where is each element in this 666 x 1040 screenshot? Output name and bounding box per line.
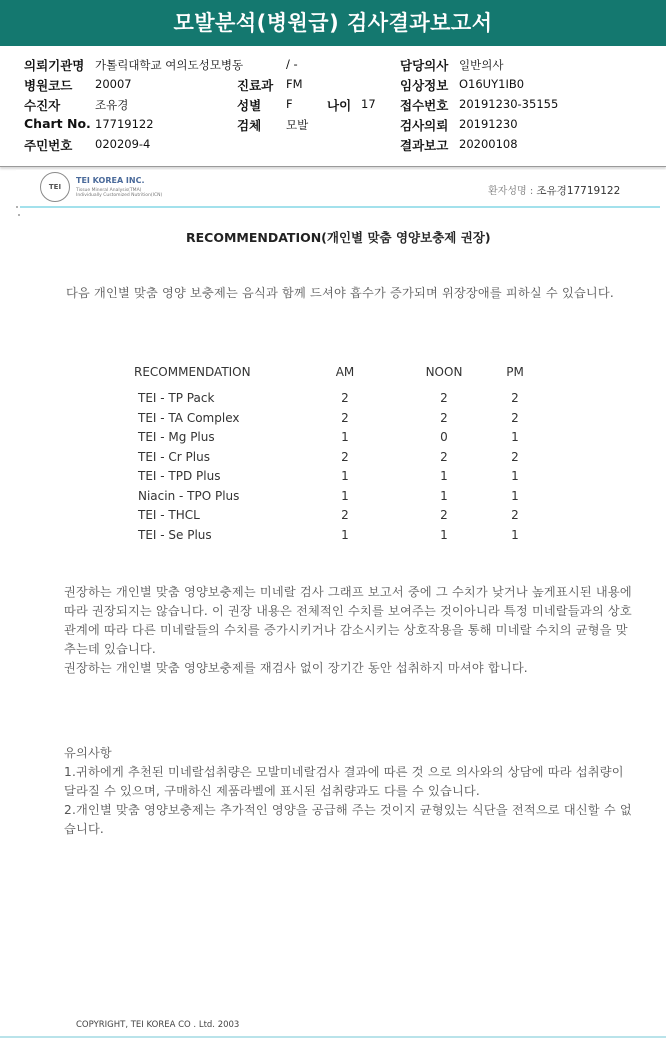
patient-name-label: 환자성명 : [488,186,534,197]
dose-am: 2 [341,391,349,405]
table-row [134,469,554,489]
chart-label: Chart No. [24,116,91,131]
institution-value: 가톨릭대학교 여의도성모병동 [95,58,244,72]
institution-label: 의뢰기관명 [24,58,85,73]
recommendation-warning: 권장하는 개인별 맞춤 영양보충제를 재검사 없이 장기간 동안 섭취하지 마셔야 합니다. [64,661,528,675]
age-label: 나이 [327,98,352,113]
dose-pm: 1 [511,469,519,483]
dose-noon: 1 [440,469,448,483]
table-row [134,430,554,450]
supplement-name: TEI - TPD Plus [138,469,221,483]
request-value: 20191230 [459,117,518,131]
scan-mark [16,206,18,208]
chart-value: 17719122 [95,117,154,131]
logo-name: TEI KOREA INC. [76,176,145,185]
intro-text: 다음 개인별 맞춤 영양 보충제는 음식과 함께 드셔야 흡수가 증가되며 위장장애를 피하실 수 있습니다. [66,286,614,300]
dose-am: 2 [341,508,349,522]
patient-name-value: 조유경17719122 [536,185,621,197]
table-row [134,528,554,548]
patient-name [488,182,620,198]
dose-am: 2 [341,410,349,425]
ward-value: / - [286,57,298,71]
table-row [134,391,554,411]
copyright: COPYRIGHT, TEI KOREA CO . Ltd. 2003 [76,1020,240,1030]
table-header [134,365,554,391]
sex-label: 성별 [237,98,262,113]
receipt-value: 20191230-35155 [459,97,559,111]
tei-logo [40,172,180,202]
dose-pm: 2 [511,410,519,425]
clinical-label: 임상정보 [400,78,449,93]
supplement-table [134,365,554,547]
dose-am: 2 [341,449,349,464]
recommendation-title: RECOMMENDATION(개인별 맞춤 영양보충제 권장) [186,230,491,245]
doctor-value: 일반의사 [459,58,504,72]
dose-pm: 1 [511,488,519,503]
dose-am: 1 [341,469,349,483]
hospital-code-label: 병원코드 [24,78,73,93]
specimen-value: 모발 [286,118,309,132]
table-row [134,489,554,509]
header-divider [20,206,660,208]
ssn-label: 주민번호 [24,138,73,153]
table-row [134,450,554,470]
dept-label: 진료과 [237,78,274,93]
table-row [134,411,554,431]
tei-logo-icon: TEI [40,172,70,202]
logo-subtitle-2: Individually Customized Nutrition(ICN) [76,193,163,198]
dose-noon: 2 [440,391,448,405]
dose-am: 1 [341,488,349,503]
logo-subtitle-1: Tissue Mineral Analysis(TMA) [76,188,142,193]
ssn-value: 020209-4 [95,137,151,151]
dose-am: 1 [341,430,349,444]
table-row [134,508,554,528]
header-am: AM [335,365,355,379]
dose-pm: 1 [511,527,519,542]
supplement-name: TEI - TA Complex [138,410,240,425]
dose-noon: 2 [440,508,448,522]
dose-noon: 0 [440,430,448,444]
dose-noon: 2 [440,449,448,464]
dose-pm: 1 [511,430,519,444]
header-noon: NOON [425,365,463,379]
dose-pm: 2 [511,508,519,522]
dose-pm: 2 [511,391,519,405]
examinee-label: 수진자 [24,98,61,113]
request-label: 검사의뢰 [400,118,449,133]
supplement-name: TEI - Cr Plus [138,449,210,464]
sex-value: F [286,97,293,111]
recommendation-note: 권장하는 개인별 맞춤 영양보충제는 미네랄 검사 그래프 보고서 중에 그 수치가 낮거나 높게표시된 내용에 따라 권장되지는 않습니다. 이 권장 내용은 전체적인 수치를 보여주는 것이아니라 특정 미네랄들과의 상호관계에 따라 다른 미네랄들의 수치를 증가시키거나 감소시키는 상호작용을 통해 미네랄 수치의 균형을 맞추는데 있습니다. [64,585,632,656]
age-value: 17 [361,97,376,111]
dose-noon: 2 [440,410,448,425]
dose-am: 1 [341,527,349,542]
examinee-value: 조유경 [95,98,129,112]
dose-pm: 2 [511,449,519,464]
caution-item-1: 1.귀하에게 추천된 미네랄섭취량은 모발미네랄검사 결과에 따른 것 으로 의사와의 상담에 따라 섭취량이 달라질 수 있으며, 구매하신 제품라벨에 표시된 섭취량과도 다를 수 있습니다. [64,765,624,798]
supplement-name: TEI - TP Pack [138,391,215,405]
patient-info-panel [0,50,666,167]
caution-title: 유의사항 [64,746,112,760]
header-pm: PM [506,365,524,379]
logo-subtitle [76,188,162,198]
caution-item-2: 2.개인별 맞춤 영양보충제는 추가적인 영양을 공급해 주는 것이지 균형있는 식단을 전적으로 대신할 수 없습니다. [64,803,632,836]
doctor-label: 담당의사 [400,58,449,73]
supplement-name: TEI - Mg Plus [138,430,215,444]
scan-mark [18,214,20,216]
header-recommendation: RECOMMENDATION [134,365,251,379]
supplement-name: Niacin - TPO Plus [138,488,240,503]
recommendation-sheet [16,170,666,1036]
specimen-label: 검체 [237,118,262,133]
clinical-value: O16UY1IB0 [459,77,525,91]
report-label: 결과보고 [400,138,449,153]
receipt-label: 접수번호 [400,98,449,113]
dose-noon: 1 [440,488,448,503]
report-title: 모발분석(병원급) 검사결과보고서 [0,0,666,46]
bottom-divider [0,1036,666,1038]
dept-value: FM [286,77,303,91]
supplement-name: TEI - THCL [138,508,200,522]
dose-noon: 1 [440,527,448,542]
report-value: 20200108 [459,137,518,151]
supplement-name: TEI - Se Plus [138,527,212,542]
hospital-code-value: 20007 [95,77,132,91]
